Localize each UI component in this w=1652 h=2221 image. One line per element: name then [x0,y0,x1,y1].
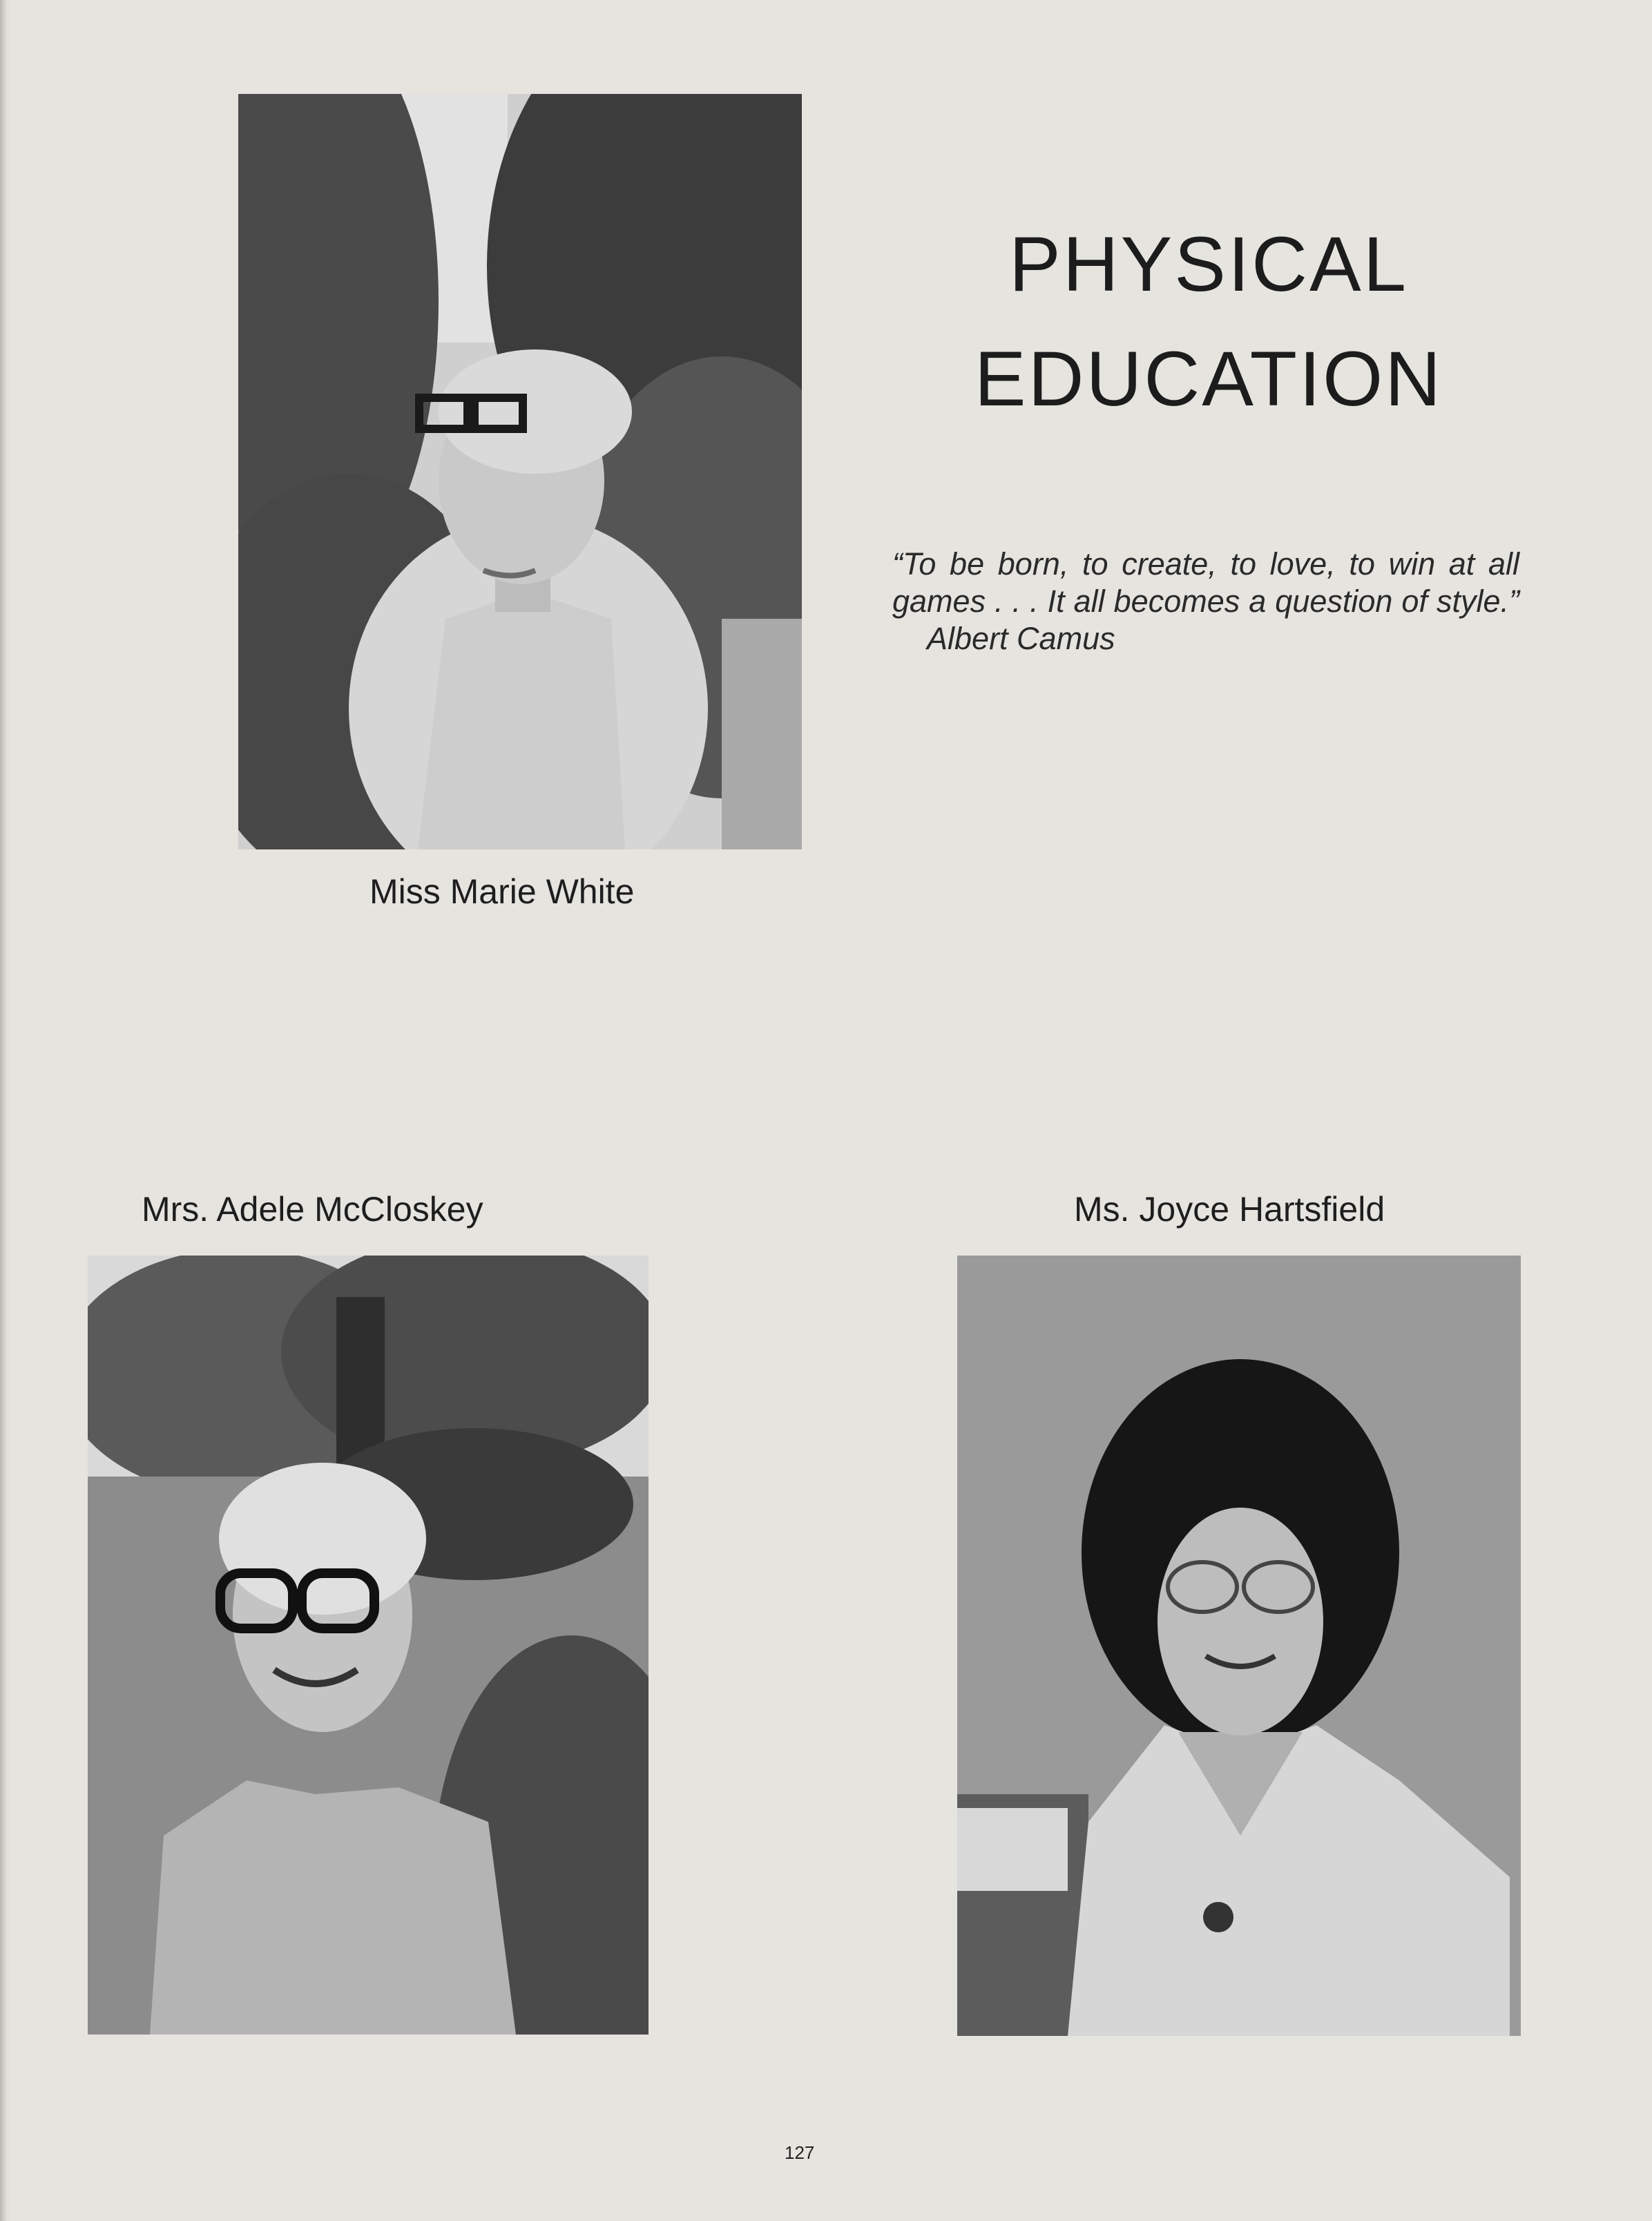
quote-author: Albert Camus [927,621,1115,656]
quote-text: “To be born, to create, to love, to win at all games . . . It all becomes a question of style.” [892,546,1519,619]
page-title-line-1: PHYSICAL [1009,221,1408,307]
caption-joyce-hartsfield: Ms. Joyce Hartsfield [1074,1190,1385,1229]
page-title [898,207,1519,436]
caption-marie-white: Miss Marie White [369,872,635,911]
portrait-image [957,1256,1521,2036]
faculty-photo-adele-mccloskey [88,1256,649,2035]
portrait-image [88,1256,649,2035]
page-binding-edge [0,0,10,2221]
page-number: 127 [785,2142,815,2163]
caption-adele-mccloskey: Mrs. Adele McCloskey [142,1190,483,1229]
page-title-line-2: EDUCATION [974,336,1443,422]
portrait-image [238,94,802,849]
camus-quote [892,546,1519,657]
faculty-photo-marie-white [238,94,802,849]
faculty-photo-joyce-hartsfield [957,1256,1521,2036]
